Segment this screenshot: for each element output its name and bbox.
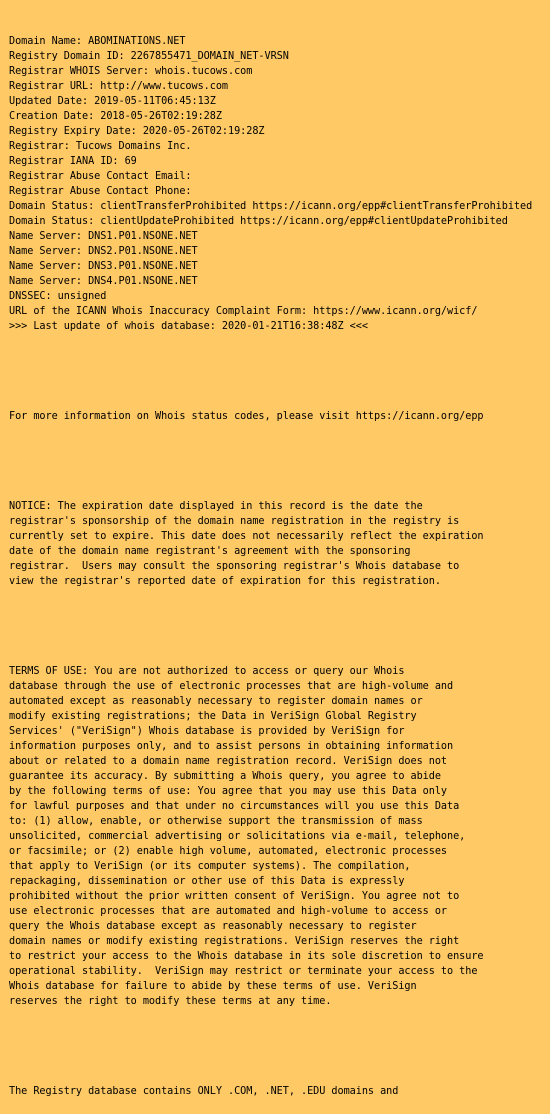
- whois-line: Domain Name: ABOMINATIONS.NET: [9, 36, 186, 47]
- whois-line: repackaging, dissemination or other use of this Data is expressly: [9, 876, 405, 887]
- whois-line: Registrar IANA ID: 69: [9, 156, 137, 167]
- whois-line: URL of the ICANN Whois Inaccuracy Complaint Form: https://www.icann.org/wicf/: [9, 306, 478, 317]
- registry-note-block: [9, 1084, 547, 1099]
- whois-line: Registrar URL: http://www.tucows.com: [9, 81, 229, 92]
- whois-line: currently set to expire. This date does not necessarily reflect the expiration: [9, 531, 484, 542]
- whois-line: Registrar WHOIS Server: whois.tucows.com: [9, 66, 253, 77]
- whois-line: Domain Status: clientTransferProhibited https://icann.org/epp#clientTransferProhibited: [9, 201, 533, 212]
- whois-line: automated except as reasonably necessary to register domain names or: [9, 696, 423, 707]
- blank-line: [9, 364, 547, 379]
- whois-line: by the following terms of use: You agree that you may use this Data only: [9, 786, 448, 797]
- whois-line: query the Whois database except as reasonably necessary to register: [9, 921, 417, 932]
- whois-line: Name Server: DNS3.P01.NSONE.NET: [9, 261, 198, 272]
- whois-line: Whois database for failure to abide by these terms of use. VeriSign: [9, 981, 417, 992]
- whois-line: DNSSEC: unsigned: [9, 291, 107, 302]
- blank-line: [9, 619, 547, 634]
- whois-line: Name Server: DNS2.P01.NSONE.NET: [9, 246, 198, 257]
- whois-line: guarantee its accuracy. By submitting a Whois query, you agree to abide: [9, 771, 441, 782]
- whois-line: date of the domain name registrant's agreement with the sponsoring: [9, 546, 411, 557]
- whois-line: about or related to a domain name registration record. VeriSign does not: [9, 756, 448, 767]
- whois-line: registrar. Users may consult the sponsoring registrar's Whois database to: [9, 561, 460, 572]
- whois-line: Registry Domain ID: 2267855471_DOMAIN_NET-VRSN: [9, 51, 289, 62]
- blank-line: [9, 454, 547, 469]
- whois-line: view the registrar's reported date of expiration for this registration.: [9, 576, 441, 587]
- whois-line: The Registry database contains ONLY .COM, .NET, .EDU domains and: [9, 1086, 399, 1097]
- whois-line: Creation Date: 2018-05-26T02:19:28Z: [9, 111, 222, 122]
- whois-line: prohibited without the prior written consent of VeriSign. You agree not to: [9, 891, 460, 902]
- whois-line: reserves the right to modify these terms at any time.: [9, 996, 332, 1007]
- whois-line: to: (1) allow, enable, or otherwise support the transmission of mass: [9, 816, 423, 827]
- whois-record: [9, 4, 547, 1114]
- whois-line: NOTICE: The expiration date displayed in this record is the date the: [9, 501, 423, 512]
- whois-line: Registrar Abuse Contact Email:: [9, 171, 192, 182]
- blank-line: [9, 1039, 547, 1054]
- whois-line: Services' ("VeriSign") Whois database is provided by VeriSign for: [9, 726, 405, 737]
- whois-line: or facsimile; or (2) enable high volume, automated, electronic processes: [9, 846, 448, 857]
- notice-block: [9, 499, 547, 589]
- whois-line: information purposes only, and to assist persons in obtaining information: [9, 741, 454, 752]
- whois-line: TERMS OF USE: You are not authorized to access or query our Whois: [9, 666, 405, 677]
- status-info-block: [9, 409, 547, 424]
- whois-line: registrar's sponsorship of the domain name registration in the registry is: [9, 516, 460, 527]
- whois-line: modify existing registrations; the Data in VeriSign Global Registry: [9, 711, 417, 722]
- whois-line: Name Server: DNS1.P01.NSONE.NET: [9, 231, 198, 242]
- whois-line: database through the use of electronic processes that are high-volume and: [9, 681, 454, 692]
- whois-header-block: [9, 34, 547, 334]
- whois-line: Registry Expiry Date: 2020-05-26T02:19:28Z: [9, 126, 265, 137]
- whois-line: that apply to VeriSign (or its computer systems). The compilation,: [9, 861, 411, 872]
- whois-line: Domain Status: clientUpdateProhibited https://icann.org/epp#clientUpdateProhibited: [9, 216, 508, 227]
- whois-line: for lawful purposes and that under no circumstances will you use this Data: [9, 801, 460, 812]
- whois-line: For more information on Whois status codes, please visit https://icann.org/epp: [9, 411, 484, 422]
- whois-line: Updated Date: 2019-05-11T06:45:13Z: [9, 96, 216, 107]
- terms-of-use-block: [9, 664, 547, 1009]
- whois-line: Registrar: Tucows Domains Inc.: [9, 141, 192, 152]
- whois-line: Name Server: DNS4.P01.NSONE.NET: [9, 276, 198, 287]
- whois-line: domain names or modify existing registrations. VeriSign reserves the right: [9, 936, 460, 947]
- whois-line: to restrict your access to the Whois database in its sole discretion to ensure: [9, 951, 484, 962]
- whois-line: use electronic processes that are automated and high-volume to access or: [9, 906, 448, 917]
- whois-line: unsolicited, commercial advertising or solicitations via e-mail, telephone,: [9, 831, 466, 842]
- whois-line: Registrar Abuse Contact Phone:: [9, 186, 192, 197]
- whois-line: >>> Last update of whois database: 2020-01-21T16:38:48Z <<<: [9, 321, 368, 332]
- whois-line: operational stability. VeriSign may restrict or terminate your access to the: [9, 966, 478, 977]
